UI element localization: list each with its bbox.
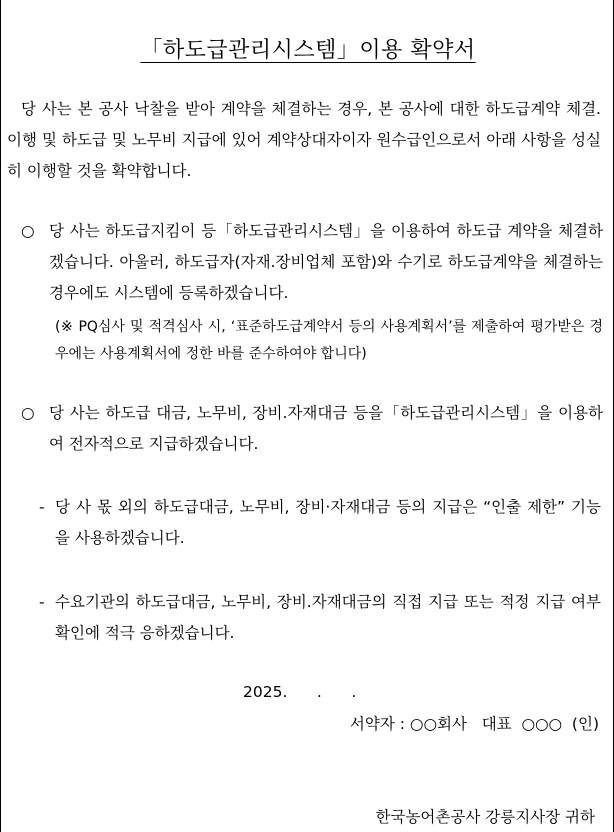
- pledge-item-1: [21, 216, 603, 309]
- sub-item-2: [39, 587, 601, 649]
- addressee-line: 한국농어촌공사 강릉지사장 귀하: [375, 808, 595, 826]
- sub-item-1-text: 당 사 몫 외의 하도급대금, 노무비, 장비·자재대금 등의 지급은 “인출 제한” 기능을 사용하겠습니다.: [55, 498, 601, 547]
- pledge-item-1-text: 당 사는 하도급지킴이 등「하도급관리시스템」을 이용하여 하도급 계약을 체결하겠습니다. 아울러, 하도급자(자재.장비업체 포함)와 수기로 하도급계약을 체결하는 경우에도 시스템에 등록하겠습니다.: [49, 222, 603, 302]
- dash-bullet: -: [39, 593, 45, 611]
- signature-line: 서약자 : ○○회사 대표 ○○○ (인): [349, 715, 599, 733]
- pledge-item-2: [21, 398, 603, 460]
- document-title: 「하도급관리시스템」이용 확약서: [140, 38, 476, 63]
- circle-bullet-icon: ○: [21, 222, 35, 240]
- sub-item-2-text: 수요기관의 하도급대금, 노무비, 장비.자재대금의 직접 지급 또는 적정 지급 여부 확인에 적극 응하겠습니다.: [55, 593, 601, 642]
- pledge-item-1-note: (※ PQ심사 및 적격심사 시, ‘표준하도급계약서 등의 사용계획서’를 제출하여 평가받은 경우에는 사용계획서에 정한 바를 준수하여야 합니다): [55, 319, 603, 362]
- intro-paragraph: 당 사는 본 공사 낙찰을 받아 계약을 체결하는 경우, 본 공사에 대한 하도급계약 체결.이행 및 하도급 및 노무비 지급에 있어 계약상대자이자 원수급인으로서 아래 사항을 성실히 이행할 것을 확약합니다.: [7, 100, 601, 180]
- sub-item-1: [39, 492, 601, 554]
- pledge-date: 2025. . .: [243, 683, 357, 701]
- pledge-item-2-text: 당 사는 하도급 대금, 노무비, 장비.자재대금 등을「하도급관리시스템」을 이용하여 전자적으로 지급하겠습니다.: [49, 404, 603, 453]
- dash-bullet: -: [39, 498, 45, 516]
- circle-bullet-icon: ○: [21, 404, 35, 422]
